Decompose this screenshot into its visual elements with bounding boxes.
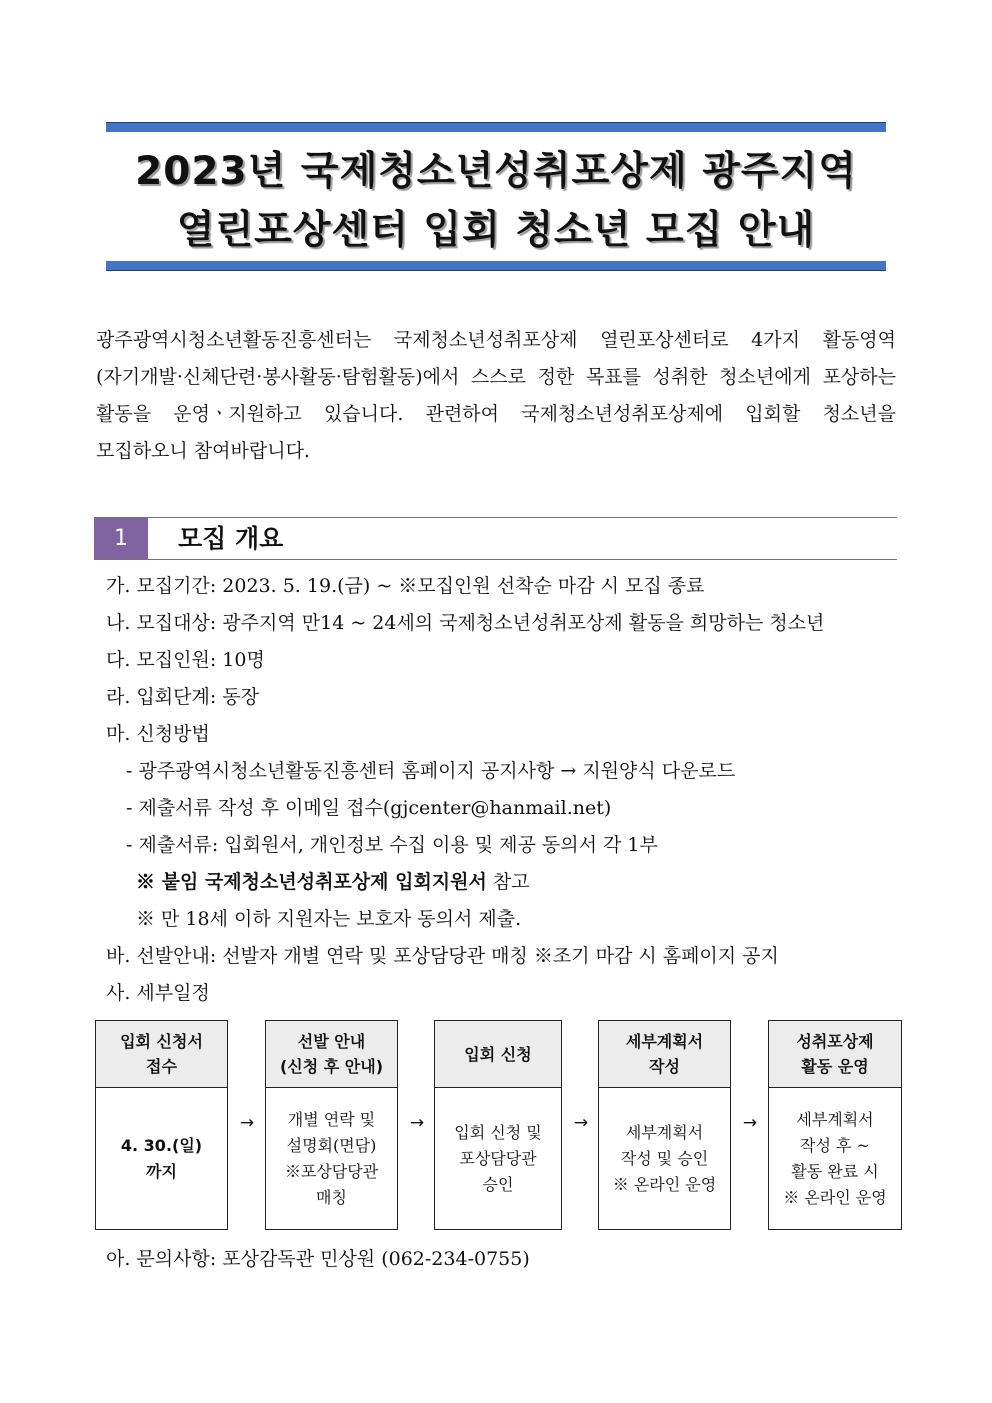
note-attachment bbox=[106, 864, 906, 901]
flow-step-4-head-line: 세부계획서 bbox=[625, 1032, 704, 1051]
title-bar-top bbox=[106, 122, 886, 132]
flow-step-2-head-line: (신청 후 안내) bbox=[279, 1057, 384, 1076]
intro-paragraph: 광주광역시청소년활동진흥센터는 국제청소년성취포상제 열린포상센터로 4가지 활동영역 (자기개발·신체단련·봉사활동·탐험활동)에서 스스로 정한 목표를 성취한 청소년에게 포상하는 활동을 운영ㆍ지원하고 있습니다. 관련하여 국제청소년성취포상제에 입회할 청소년을 모집하오니 참여바랍니다. bbox=[96, 329, 896, 462]
note-guardian: ※ 만 18세 이하 지원자는 보호자 동의서 제출. bbox=[136, 908, 522, 930]
flow-step-3-body bbox=[435, 1088, 561, 1229]
flow-step-2 bbox=[265, 1020, 398, 1230]
item-level: 라. 입회단계: 동장 bbox=[106, 686, 259, 708]
item-schedule: 사. 세부일정 bbox=[106, 982, 210, 1004]
title-line-1: 2023년 국제청소년성취포상제 광주지역 bbox=[135, 149, 857, 194]
item-count: 다. 모집인원: 10명 bbox=[106, 649, 265, 671]
flow-step-4-body-line: ※ 온라인 운영 bbox=[612, 1174, 717, 1194]
item-contact: 아. 문의사항: 포상감독관 민상원 (062-234-0755) bbox=[106, 1248, 530, 1270]
flow-step-2-body bbox=[266, 1088, 397, 1229]
flow-step-5 bbox=[768, 1020, 902, 1230]
item-method-1: - 광주광역시청소년활동진흥센터 홈페이지 공지사항 → 지원양식 다운로드 bbox=[126, 760, 736, 782]
flow-step-1-body bbox=[96, 1088, 227, 1229]
schedule-flow bbox=[0, 1020, 992, 1232]
note-attachment-bold: 붙임 국제청소년성취포상제 입회지원서 bbox=[161, 871, 487, 893]
flow-step-2-body-line: 개별 연락 및 bbox=[287, 1109, 376, 1129]
flow-step-4-head bbox=[599, 1021, 730, 1088]
flow-step-2-body-line: ※포상담당관 bbox=[284, 1161, 379, 1181]
flow-step-1-head-line: 입회 신청서 bbox=[120, 1032, 203, 1051]
flow-step-1-head-line: 접수 bbox=[146, 1057, 177, 1076]
flow-step-5-body bbox=[769, 1088, 901, 1229]
item-period: 가. 모집기간: 2023. 5. 19.(금) ~ ※모집인원 선착순 마감 시 모집 종료 bbox=[106, 575, 705, 597]
flow-step-4-head-line: 작성 bbox=[649, 1057, 680, 1076]
flow-step-5-head bbox=[769, 1021, 901, 1088]
flow-step-4-body-line: 세부계획서 bbox=[625, 1122, 704, 1142]
title-block bbox=[106, 122, 886, 270]
flow-step-5-body-line: 작성 후 ~ bbox=[800, 1135, 870, 1155]
flow-step-4 bbox=[598, 1020, 731, 1230]
flow-step-1 bbox=[95, 1020, 228, 1230]
title-line-2: 열린포상센터 입회 청소년 모집 안내 bbox=[176, 208, 816, 253]
item-method: 마. 신청방법 bbox=[106, 723, 210, 745]
flow-step-2-body-line: 설명회(면담) bbox=[286, 1135, 377, 1155]
flow-arrow: → bbox=[573, 1113, 589, 1133]
flow-step-2-head bbox=[266, 1021, 397, 1088]
flow-step-5-head-line: 활동 운영 bbox=[801, 1057, 869, 1076]
item-list bbox=[106, 568, 906, 1012]
item-method-2: - 제출서류 작성 후 이메일 접수(gjcenter@hanmail.net) bbox=[126, 797, 612, 819]
title-bar-bottom bbox=[106, 261, 886, 271]
flow-step-3-body-line: 포상담당관 bbox=[459, 1148, 537, 1168]
flow-step-3 bbox=[434, 1020, 562, 1230]
flow-step-2-body-line: 매칭 bbox=[316, 1187, 347, 1207]
flow-step-5-body-line: 세부계획서 bbox=[796, 1109, 874, 1129]
item-target: 나. 모집대상: 광주지역 만14 ~ 24세의 국제청소년성취포상제 활동을 희망하는 청소년 bbox=[106, 612, 825, 634]
flow-step-5-body-line: ※ 온라인 운영 bbox=[783, 1187, 887, 1207]
flow-step-4-body bbox=[599, 1088, 730, 1229]
flow-step-3-head-line: 입회 신청 bbox=[464, 1044, 532, 1064]
section-rule-top bbox=[94, 517, 897, 518]
flow-arrow: → bbox=[239, 1113, 255, 1133]
flow-step-2-head-line: 선발 안내 bbox=[297, 1032, 366, 1051]
section-rule-bottom bbox=[94, 559, 897, 560]
item-method-3: - 제출서류: 입회원서, 개인정보 수집 이용 및 제공 동의서 각 1부 bbox=[126, 834, 658, 856]
flow-step-5-head-line: 성취포상제 bbox=[796, 1032, 874, 1051]
flow-step-1-body-line: 까지 bbox=[146, 1161, 177, 1181]
flow-arrow: → bbox=[742, 1113, 758, 1133]
flow-step-3-body-line: 승인 bbox=[482, 1174, 514, 1194]
note-mark: ※ bbox=[136, 871, 162, 893]
note-attachment-rest: 참고 bbox=[486, 871, 530, 893]
flow-step-1-body-line: 4. 30.(일) bbox=[120, 1135, 203, 1155]
flow-step-3-body-line: 입회 신청 및 bbox=[454, 1122, 542, 1142]
flow-step-5-body-line: 활동 완료 시 bbox=[791, 1161, 879, 1181]
flow-step-3-head bbox=[435, 1021, 561, 1088]
item-selection: 바. 선발안내: 선발자 개별 연락 및 포상담당관 매칭 ※조기 마감 시 홈페이지 공지 bbox=[106, 945, 779, 967]
flow-arrow: → bbox=[409, 1113, 425, 1133]
flow-step-4-body-line: 작성 및 승인 bbox=[620, 1148, 709, 1168]
section-title: 모집 개요 bbox=[178, 524, 284, 553]
flow-step-1-head bbox=[96, 1021, 227, 1088]
section-number: 1 bbox=[94, 518, 148, 559]
